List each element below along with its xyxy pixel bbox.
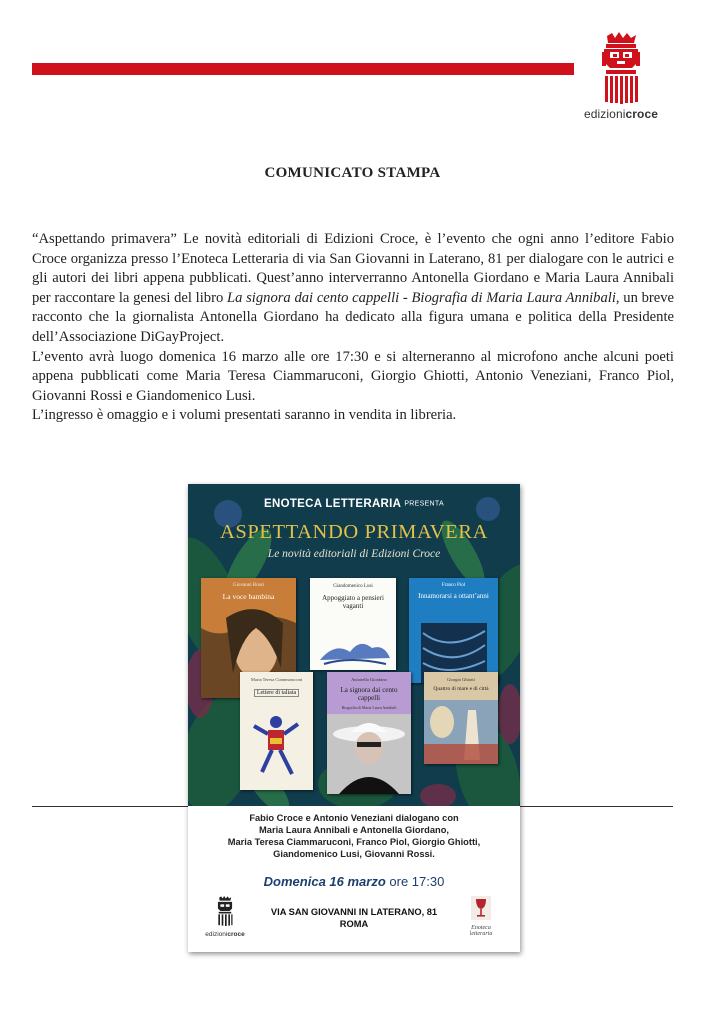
logo-wordmark: edizionicroce — [583, 107, 659, 121]
book-author: Antonella Giordano — [351, 677, 387, 682]
statue-collage-icon — [424, 700, 498, 764]
book-title: La voce bambina — [222, 592, 275, 601]
book-cover-quattro — [424, 672, 498, 764]
woman-with-hat-photo — [327, 714, 411, 794]
book-cover-lettere — [240, 672, 313, 790]
wine-glass-icon — [471, 896, 491, 920]
poster-speakers — [188, 812, 520, 860]
book-author: Franco Piol — [441, 583, 466, 588]
enoteca-logo — [460, 896, 502, 938]
aztec-head-icon — [598, 32, 644, 104]
book-author: Maria Teresa Ciammaruconi — [250, 677, 303, 682]
enoteca-logo-text: Enoteca letteraria — [469, 925, 493, 937]
poster-subtitle: Le novità editoriali di Edizioni Croce — [267, 548, 441, 560]
dancing-figure-icon — [240, 712, 313, 782]
address-city: ROMA — [339, 919, 369, 929]
poster-logo-wordmark: edizionicroce — [205, 931, 245, 938]
address-line: VIA SAN GIOVANNI IN LATERANO, 81 — [270, 907, 438, 917]
event-poster — [188, 484, 520, 952]
book-author: Giandomenico Lusi — [333, 584, 373, 589]
poster-title: ASPETTANDO PRIMAVERA — [220, 521, 488, 543]
book-subtitle: Biografia di Maria Laura Annibali — [341, 705, 397, 710]
paragraph-3: L’ingresso è omaggio e i volumi presentati saranno in vendita in libreria. — [32, 407, 457, 424]
book-title: La signora dai cento cappelli — [340, 686, 398, 702]
poster-artwork — [188, 484, 520, 806]
book-cover-innamorarsi — [409, 578, 498, 683]
book-title: Innamorarsi a ottant’anni — [418, 592, 489, 600]
poster-address — [258, 906, 450, 930]
publisher-logo — [576, 32, 666, 121]
paragraph-1: “Aspettando primavera” Le novità editoriali di Edizioni Croce, è l’evento che ogni anno l’editore Fabio Croce organizza presso l’Enoteca Letteraria di via San Giovanni in Laterano, 81 per dialogare con le autrici e gli autori dei libri appena pubblicati. Quest’anno interverranno Antonella Giordano e Maria Laura Annibali per raccontare la genesi del libro La signora dai cento cappelli - Biografia di Maria Laura Annibali, un breve racconto che la giornalista Antonella Giordano ha dedicato alla figura umana e politica della Presidente dell’Associazione DiGayProject. — [32, 231, 674, 345]
info-line: Giandomenico Lusi, Giovanni Rossi. — [273, 849, 435, 859]
book-cover-la-signora — [327, 672, 411, 794]
info-line: Fabio Croce e Antonio Veneziani dialogano con — [249, 813, 459, 823]
book-title: Quattro di mare e di città — [433, 686, 489, 692]
press-release-body — [32, 230, 674, 426]
poster-date: Domenica 16 marzo ore 17:30 — [263, 874, 445, 889]
book-author: Giovanni Rossi — [233, 583, 264, 588]
info-line: Maria Teresa Ciammaruconi, Franco Piol, Giorgio Ghiotti, — [227, 837, 481, 847]
page-title: COMUNICATO STAMPA — [264, 165, 441, 181]
book-title: Appoggiato a pensieri vaganti — [322, 594, 384, 610]
book-title: Lettere di taliata — [254, 689, 299, 697]
book-title-italic: La signora dai cento cappelli - Biografia di Maria Laura Annibali — [226, 289, 616, 306]
book-cover-appoggiato — [310, 578, 396, 670]
poster-info-panel — [188, 806, 520, 952]
aztec-head-icon — [214, 896, 236, 926]
book-author: Giorgio Ghiotti — [447, 677, 475, 682]
header-red-bar — [32, 63, 574, 75]
paragraph-2: L’evento avrà luogo domenica 16 marzo alle ore 17:30 e si alterneranno al microfono anche alcuni poeti appena pubblicati come Maria Teresa Ciammaruconi, Giorgio Ghiotti, Antonio Veneziani, Franco Piol, Giovanni Rossi e Giandomenico Lusi. — [32, 348, 674, 404]
reclining-figure-icon — [310, 630, 396, 670]
info-line: Maria Laura Annibali e Antonella Giordano, — [259, 825, 449, 835]
poster-publisher-logo — [204, 896, 246, 938]
poster-enoteca-heading: ENOTECA LETTERARIA PRESENTA — [264, 498, 444, 510]
